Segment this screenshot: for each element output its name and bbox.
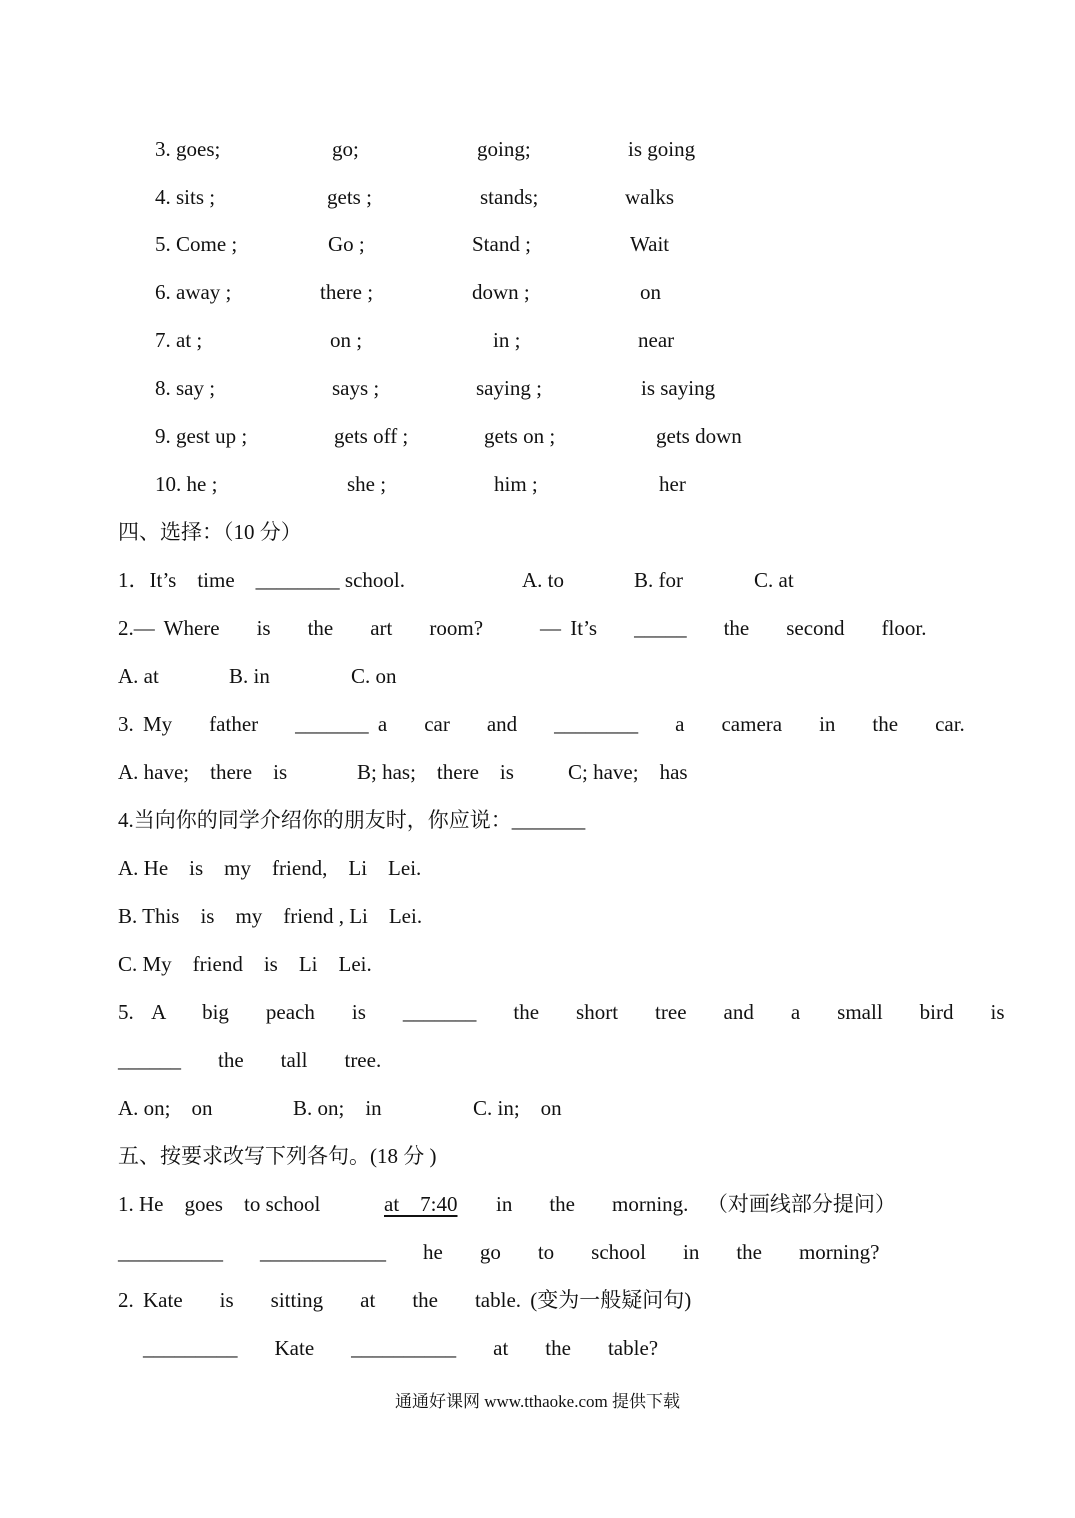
option-d: is going	[628, 137, 696, 161]
section-heading	[0, 1141, 1075, 1171]
question-2-choices	[0, 661, 1075, 691]
question-text: 1．It’s time ________ school.	[118, 568, 405, 592]
question-text-2: ______ the tall tree.	[118, 1048, 382, 1072]
option-c: gets on ;	[484, 424, 556, 448]
option-c: him ;	[494, 472, 538, 496]
question-4	[0, 805, 1075, 835]
option-b: gets ;	[327, 185, 372, 209]
option-a: 6. away ;	[155, 280, 232, 304]
rewrite-answer-2	[0, 1333, 1075, 1363]
option-b: Go ;	[328, 232, 365, 256]
option-d: gets down	[656, 424, 742, 448]
option-row	[0, 469, 1075, 499]
choice-b: B. for	[634, 568, 683, 592]
option-row	[0, 229, 1075, 259]
page-footer: 通通好课网 www.tthaoke.com 提供下载	[394, 1392, 681, 1411]
question-5-cont	[0, 1045, 1075, 1075]
option-c: Stand ;	[472, 232, 531, 256]
option-a: 4. sits ;	[155, 185, 216, 209]
question-text: 5. A big peach is _______ the short tree and a small bird is	[118, 1000, 1005, 1024]
question-2	[0, 613, 1075, 643]
question-1	[0, 565, 1075, 595]
option-c: going;	[477, 137, 531, 161]
option-a: 10. he ;	[155, 472, 218, 496]
choice-b: B; has; there is	[357, 760, 514, 784]
option-d: Wait	[630, 232, 670, 256]
choice-c: C; have; has	[568, 760, 688, 784]
option-row	[0, 134, 1075, 164]
choice-b: B. This is my friend , Li Lei.	[118, 904, 423, 928]
choice-a: A. on; on	[118, 1096, 213, 1120]
question-text: 2.— Where is the art room?	[118, 616, 484, 640]
option-b: gets off ;	[334, 424, 409, 448]
option-a: 9. gest up ;	[155, 424, 248, 448]
option-row	[0, 421, 1075, 451]
option-c: in ;	[493, 328, 521, 352]
question-4-choice-b	[0, 901, 1075, 931]
sentence-start: 1. He goes to school	[118, 1192, 321, 1216]
rewrite-question-2	[0, 1285, 1075, 1315]
option-a: 3. goes;	[155, 137, 221, 161]
option-b: go;	[332, 137, 359, 161]
question-text: 3. My father _______ a car and ________ a camera in the car.	[118, 712, 965, 736]
choice-a: A. at	[118, 664, 159, 688]
option-row	[0, 325, 1075, 355]
option-row	[0, 373, 1075, 403]
choice-c: C. in; on	[473, 1096, 562, 1120]
section-heading	[0, 517, 1075, 547]
option-row	[0, 182, 1075, 212]
option-b: on ;	[330, 328, 363, 352]
question-5	[0, 997, 1075, 1027]
sentence: 2. Kate is sitting at the table. (变为一般疑问句)	[118, 1288, 692, 1312]
question-4-choice-a	[0, 853, 1075, 883]
choice-a: A. to	[522, 568, 564, 592]
choice-c: C. on	[351, 664, 397, 688]
option-b: says ;	[332, 376, 380, 400]
option-b: she ;	[347, 472, 387, 496]
question-5-choices	[0, 1093, 1075, 1123]
option-c: saying ;	[476, 376, 542, 400]
choice-b: B. in	[229, 664, 270, 688]
option-d: on	[640, 280, 661, 304]
option-d: near	[638, 328, 675, 352]
sentence-end: in the morning. （对画线部分提问）	[496, 1192, 896, 1216]
choice-a: A. have; there is	[118, 760, 288, 784]
answer-template: _________ Kate __________ at the table?	[143, 1336, 659, 1360]
question-text-2: — It’s _____ the second floor.	[540, 616, 927, 640]
rewrite-question-1	[0, 1189, 1075, 1219]
option-a: 5. Come ;	[155, 232, 238, 256]
option-b: there ;	[320, 280, 374, 304]
option-d: her	[659, 472, 686, 496]
question-3-choices	[0, 757, 1075, 787]
underlined-phrase: at 7:40	[384, 1192, 458, 1216]
answer-template: __________ ____________ he go to school in the morning?	[118, 1240, 880, 1264]
option-row	[0, 277, 1075, 307]
option-d: walks	[625, 185, 674, 209]
rewrite-answer-1	[0, 1237, 1075, 1267]
choice-c: C. My friend is Li Lei.	[118, 952, 372, 976]
question-4-choice-c	[0, 949, 1075, 979]
option-a: 7. at ;	[155, 328, 203, 352]
question-3	[0, 709, 1075, 739]
section4-heading: 四、选择：（10 分）	[118, 520, 302, 544]
question-text: 4.当向你的同学介绍你的朋友时，你应说：_______	[118, 808, 586, 832]
option-a: 8. say ;	[155, 376, 216, 400]
section5-heading: 五、按要求改写下列各句。(18 分 )	[118, 1144, 437, 1168]
choice-a: A. He is my friend, Li Lei.	[118, 856, 422, 880]
choice-b: B. on; in	[293, 1096, 382, 1120]
option-d: is saying	[641, 376, 716, 400]
option-c: down ;	[472, 280, 530, 304]
choice-c: C. at	[754, 568, 794, 592]
option-c: stands;	[480, 185, 539, 209]
